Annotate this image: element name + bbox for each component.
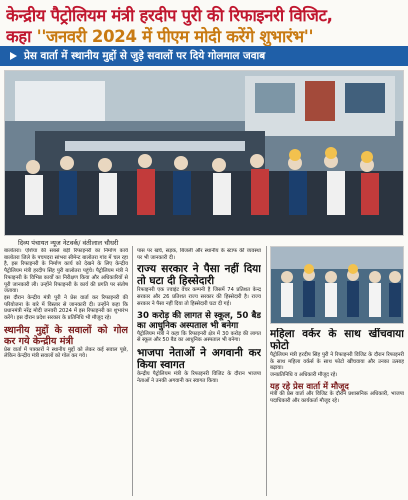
col2-body3: पैट्रोलियम मंत्री ने कहा कि रिफाइनरी क्षेत्र में 30 करोड़ की लागत से स्कूल और 50 बैड का आधुनिक अस्पताल भी बनेगा। <box>137 330 261 344</box>
column-divider-1 <box>132 246 133 496</box>
col1-body2: इस दौरान केन्द्रीय मंत्री पुरी ने प्रेस वार्ता कर रिफाइनरी की परियोजना के बारे में विस्तार से जानकारी दी। उन्होंने कहा कि प्रधानमंत्री नरेंद्र मोदी जनवरी 2024 में इस रिफाइनरी का शुभारंभ करेंगे। इस दौरान प्रदेश सरकार के प्रतिनिधि भी मौजूद रहे। <box>4 294 128 322</box>
column-1 <box>4 248 128 498</box>
col1-body: बालोतरा। एशिया की सबसे बड़ी रिफाइनरी का निर्माण कार्य बालोतरा जिले के पचपदरा सांभरा सीमेन्ट बालोतरा गांव में चल रहा है, इस रिफाइनरी के निर्माण कार्य को देखने के लिए केन्द्रीय पैट्रोलियम मंत्री हरदीप सिंह पुरी बालोतरा पहुंचे। पैट्रोलियम मंत्री ने रिफाइनरी के विभिन्न कार्यों का निरीक्षण किया और अधिकारियों से पूरी जानकारी ली। उन्होंने रिफाइनरी के कार्य की प्रगति पर संतोष जताया। <box>4 248 128 295</box>
col2-subhead1: राज्य सरकार ने पैसा नहीं दिया तो घटा दी हिस्सेदारी <box>137 263 261 288</box>
women-workers-photo <box>270 246 404 324</box>
col1-body3: प्रेस वार्ता में पत्रकारों ने स्थानीय मुद्दों को लेकर कई सवाल पूछे, लेकिन केन्द्रीय मंत्री सवालों को गोल कर गये। <box>4 346 128 360</box>
column-divider-2 <box>266 246 267 496</box>
main-photo <box>4 70 404 236</box>
col2-body: पास पर खर्च, सड़क, बिजली और स्थानीय के स्टाफ की व्यवस्था पर भी जानकारी दी। <box>137 248 261 261</box>
photo-credit: दिव्य पंचायत न्यूज नेटवर्क/ वंतीलाल चौधरी <box>18 239 119 247</box>
col1-subhead: स्थानीय मुद्दों के सवालों को गोल कर गये केन्द्रीय मंत्री <box>4 324 128 347</box>
col3-body3: मंत्री की प्रेस वार्ता और विजिट के दौरान प्रशासनिक अधिकारी, भाजपा पदाधिकारी और कार्यकर्ता मौजूद रहे। <box>270 390 404 404</box>
col2-body2: रिफाइनरी एक ज्वाइंट वेंचर कम्पनी है जिसमें 74 प्रतिशत केन्द्र सरकार और 26 प्रतिशत राज्य सरकार की हिस्सेदारी है। राज्य सरकार ने पैसा नहीं दिया तो हिस्सेदारी घटा दी गई। <box>137 287 261 307</box>
col2-subhead2: 30 करोड़ की लागत से स्कूल, 50 बैड का आधुनिक अस्पताल भी बनेगा <box>137 310 261 331</box>
col3-body2: जनप्रतिनिधि व अधिकारी मौजूद रहे। <box>270 372 338 379</box>
col3-subhead2: यह रहे प्रेस वार्ता में मौजूद <box>270 380 349 391</box>
col3-subhead: महिला वर्कर के साथ खींचवाया फोटो <box>270 328 404 352</box>
col2-subhead3: भाजपा नेताओं ने अगवानी कर किया स्वागत <box>137 346 261 371</box>
column-3 <box>270 328 404 498</box>
headline-line2 <box>6 24 313 47</box>
col2-body4: केन्द्रीय पैट्रोलियम मंत्री के रिफाइनरी विजिट के दौरान भाजपा नेताओं ने उनकी अगवानी कर स्वागत किया। <box>137 370 261 384</box>
subheadline-bar: प्रेस वार्ता में स्थानीय मुद्दों से जुड़े सवालों पर दिये गोलमाल जवाब <box>0 46 408 66</box>
headline-prefix: कहा <box>6 27 32 46</box>
col3-body: पैट्रोलियम मंत्री हरदीप सिंह पुरी ने रिफाइनरी विजिट के दौरान रिफाइनरी के साथ महिला वर्कर्स के साथ फोटो खींचवाया और उनका उत्साह बढ़ाया। <box>270 352 404 372</box>
headline-quote: ''जनवरी 2024 में पीएम मोदी करेंगे शुभारंभ'' <box>36 27 314 46</box>
headline-line1: केन्द्रीय पैट्रोलियम मंत्री हरदीप पुरी की रिफाइनरी विजिट, <box>6 6 333 25</box>
column-2 <box>137 248 261 498</box>
